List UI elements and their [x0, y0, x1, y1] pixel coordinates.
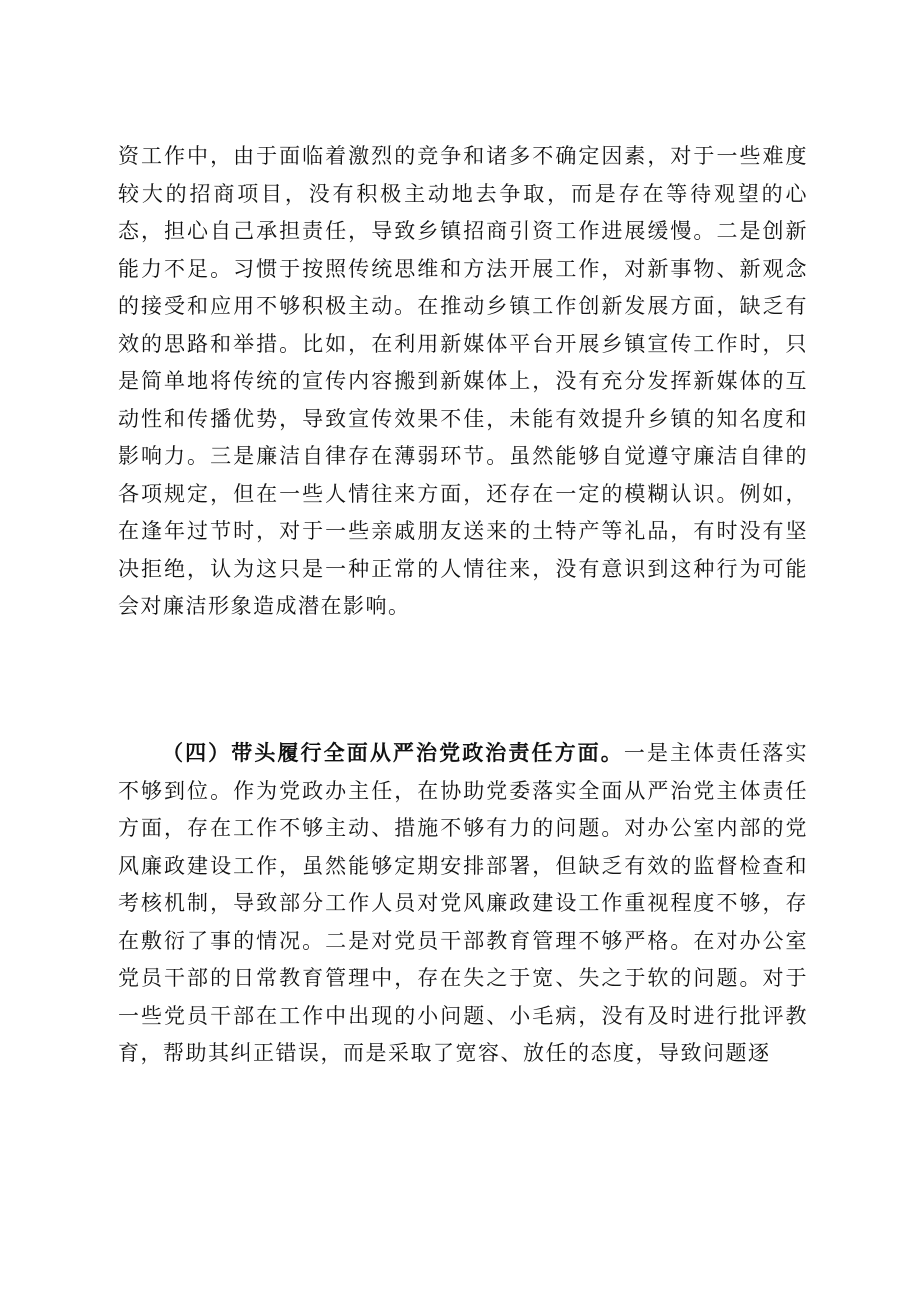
section-body-text: 一是主体责任落实不够到位。作为党政办主任，在协助党委落实全面从严治党主体责任方面，存在工作不够主动、措施不够有力的问题。对办公室内部的党风廉政建设工作，虽然能够定期安排部署，但缺乏有效的监督检查和考核机制，导致部分工作人员对党风廉政建设工作重视程度不够，存在敷衍了事的情况。二是对党员干部教育管理不够严格。在对办公室党员干部的日常教育管理中，存在失之于宽、失之于软的问题。对于一些党员干部在工作中出现的小问题、小毛病，没有及时进行批评教育，帮助其纠正错误，而是采取了宽容、放任的态度，导致问题逐: [118, 741, 809, 1065]
paragraph-section-four: [118, 734, 808, 1073]
section-heading: （四）带头履行全面从严治党政治责任方面。: [162, 740, 624, 765]
paragraph-continuation: 资工作中，由于面临着激烈的竞争和诸多不确定因素，对于一些难度较大的招商项目，没有积极主动地去争取，而是存在等待观望的心态，担心自己承担责任，导致乡镇招商引资工作进展缓慢。二是创新能力不足。习惯于按照传统思维和方法开展工作，对新事物、新观念的接受和应用不够积极主动。在推动乡镇工作创新发展方面，缺乏有效的思路和举措。比如，在利用新媒体平台开展乡镇宣传工作时，只是简单地将传统的宣传内容搬到新媒体上，没有充分发挥新媒体的互动性和传播优势，导致宣传效果不佳，未能有效提升乡镇的知名度和影响力。三是廉洁自律存在薄弱环节。虽然能够自觉遵守廉洁自律的各项规定，但在一些人情往来方面，还存在一定的模糊认识。例如，在逢年过节时，对于一些亲戚朋友送来的土特产等礼品，有时没有坚决拒绝，认为这只是一种正常的人情往来，没有意识到这种行为可能会对廉洁形象造成潜在影响。: [118, 144, 808, 618]
